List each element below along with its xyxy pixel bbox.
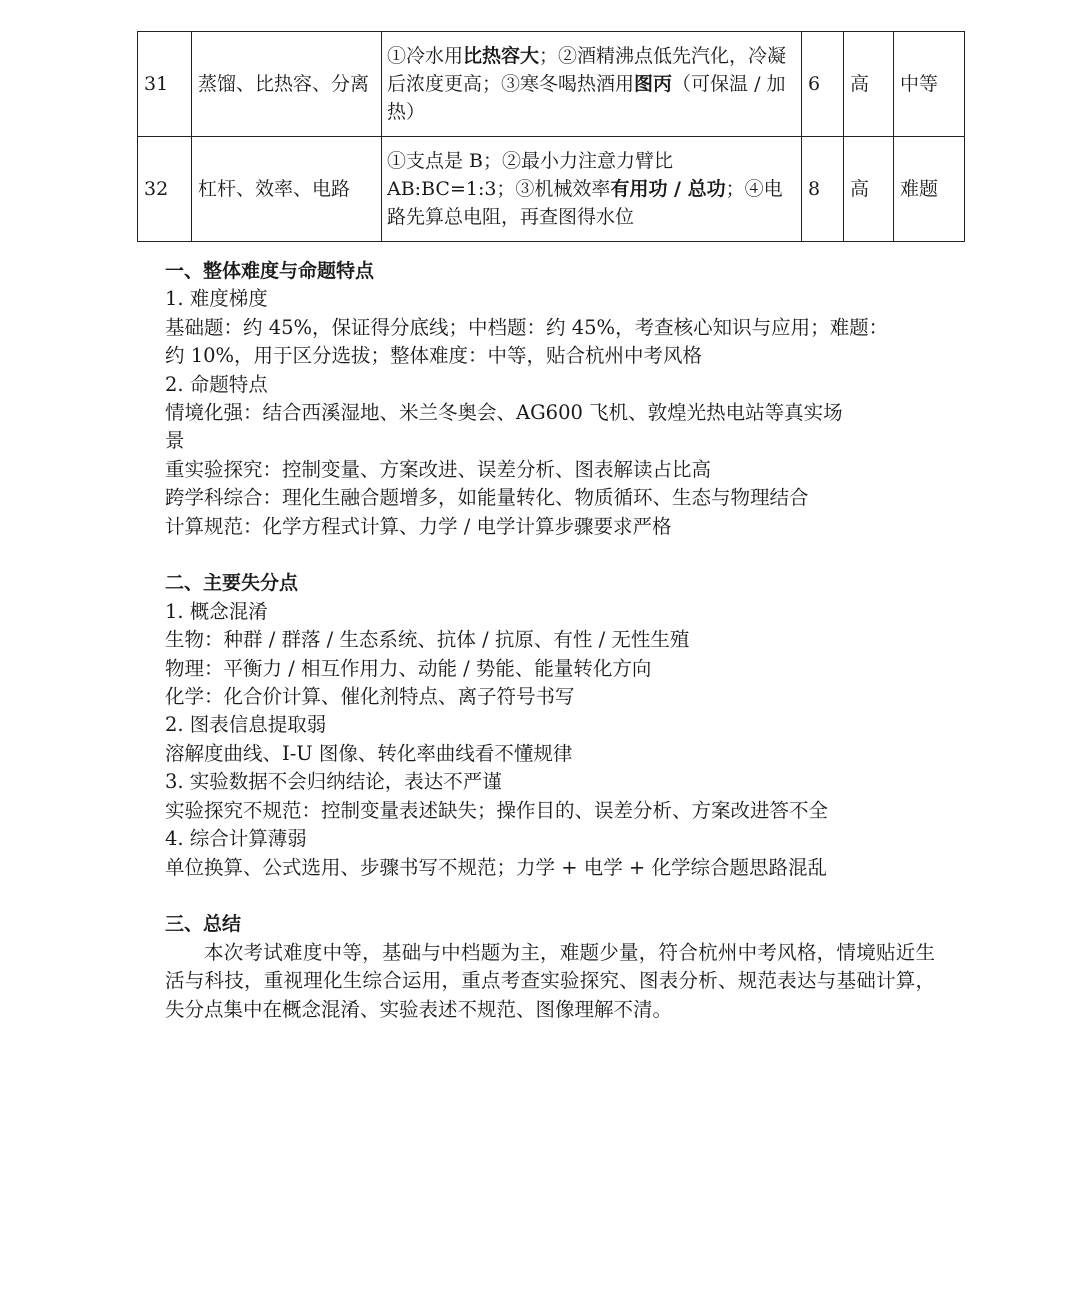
section-heading: 一、整体难度与命题特点 — [165, 260, 375, 282]
body-line: 实验探究不规范：控制变量表述缺失；操作目的、误差分析、方案改进答不全 — [165, 798, 829, 822]
question-number: 31 — [138, 32, 192, 137]
key-term: 图丙 — [634, 73, 673, 95]
score: 8 — [802, 137, 844, 242]
difficulty-level: 中等 — [894, 32, 965, 137]
body-line: 基础题：约 45%，保证得分底线；中档题：约 45%，考查核心知识与应用；难题： — [165, 315, 889, 339]
difficulty-level: 难题 — [894, 137, 965, 242]
answer-text: （可保温 / 加热） — [387, 73, 786, 123]
key-term: 比热容大 — [463, 45, 540, 67]
exam-analysis-table — [137, 31, 965, 242]
body-line: 景 — [165, 429, 185, 453]
body-line: 2. 命题特点 — [165, 372, 268, 396]
analysis-body — [165, 257, 935, 1024]
table-row — [138, 137, 965, 242]
body-line: 计算规范：化学方程式计算、力学 / 电学计算步骤要求严格 — [165, 514, 672, 538]
body-line: 跨学科综合：理化生融合题增多，如能量转化、物质循环、生态与物理结合 — [165, 486, 809, 510]
answer-text: ；④电路先算总电阻，再查图得水位 — [387, 178, 783, 228]
body-line: 单位换算、公式选用、步骤书写不规范；力学 + 电学 + 化学综合题思路混乱 — [165, 855, 827, 879]
answer-text: ①冷水用 — [387, 45, 464, 67]
frequency-level: 高 — [844, 137, 894, 242]
answer-text: ①支点是 B；②最小力注意力臂比 AB:BC=1:3；③机械效率 — [387, 150, 674, 200]
section-lines — [165, 285, 935, 541]
answer-points — [382, 32, 802, 137]
body-line: 1. 概念混淆 — [165, 599, 268, 623]
body-line: 情境化强：结合西溪湿地、米兰冬奥会、AG600 飞机、敦煌光热电站等真实场 — [165, 401, 843, 425]
table-row — [138, 32, 965, 137]
body-line: 重实验探究：控制变量、方案改进、误差分析、图表解读占比高 — [165, 457, 712, 481]
key-term: 有用功 / 总功 — [610, 178, 726, 200]
body-line: 生物：种群 / 群落 / 生态系统、抗体 / 抗原、有性 / 无性生殖 — [165, 628, 690, 652]
body-line: 物理：平衡力 / 相互作用力、动能 / 势能、能量转化方向 — [165, 656, 652, 680]
body-line: 2. 图表信息提取弱 — [165, 713, 327, 737]
body-line: 化学：化合价计算、催化剂特点、离子符号书写 — [165, 685, 575, 709]
body-line: 3. 实验数据不会归纳结论，表达不严谨 — [165, 770, 502, 794]
knowledge-topic: 蒸馏、比热容、分离 — [192, 32, 382, 137]
body-line: 4. 综合计算薄弱 — [165, 827, 307, 851]
knowledge-topic: 杠杆、效率、电路 — [192, 137, 382, 242]
body-line: 溶解度曲线、I-U 图像、转化率曲线看不懂规律 — [165, 741, 573, 765]
answer-points — [382, 137, 802, 242]
body-line: 1. 难度梯度 — [165, 287, 268, 311]
question-number: 32 — [138, 137, 192, 242]
section-lines — [165, 598, 935, 882]
body-line: 约 10%，用于区分选拔；整体难度：中等，贴合杭州中考风格 — [165, 344, 703, 368]
answer-text: ；②酒精沸点低先汽化，冷凝后浓度更高；③寒冬喝热酒用 — [387, 45, 787, 95]
frequency-level: 高 — [844, 32, 894, 137]
score: 6 — [802, 32, 844, 137]
section-heading: 二、主要失分点 — [165, 572, 299, 595]
section-heading: 三、总结 — [165, 913, 242, 936]
summary-paragraph: 本次考试难度中等，基础与中档题为主，难题少量，符合杭州中考风格，情境贴近生活与科技，重视理化生综合运用，重点考查实验探究、图表分析、规范表达与基础计算，失分点集中在概念混淆、实验表述不规范、图像理解不清。 — [165, 940, 935, 1021]
